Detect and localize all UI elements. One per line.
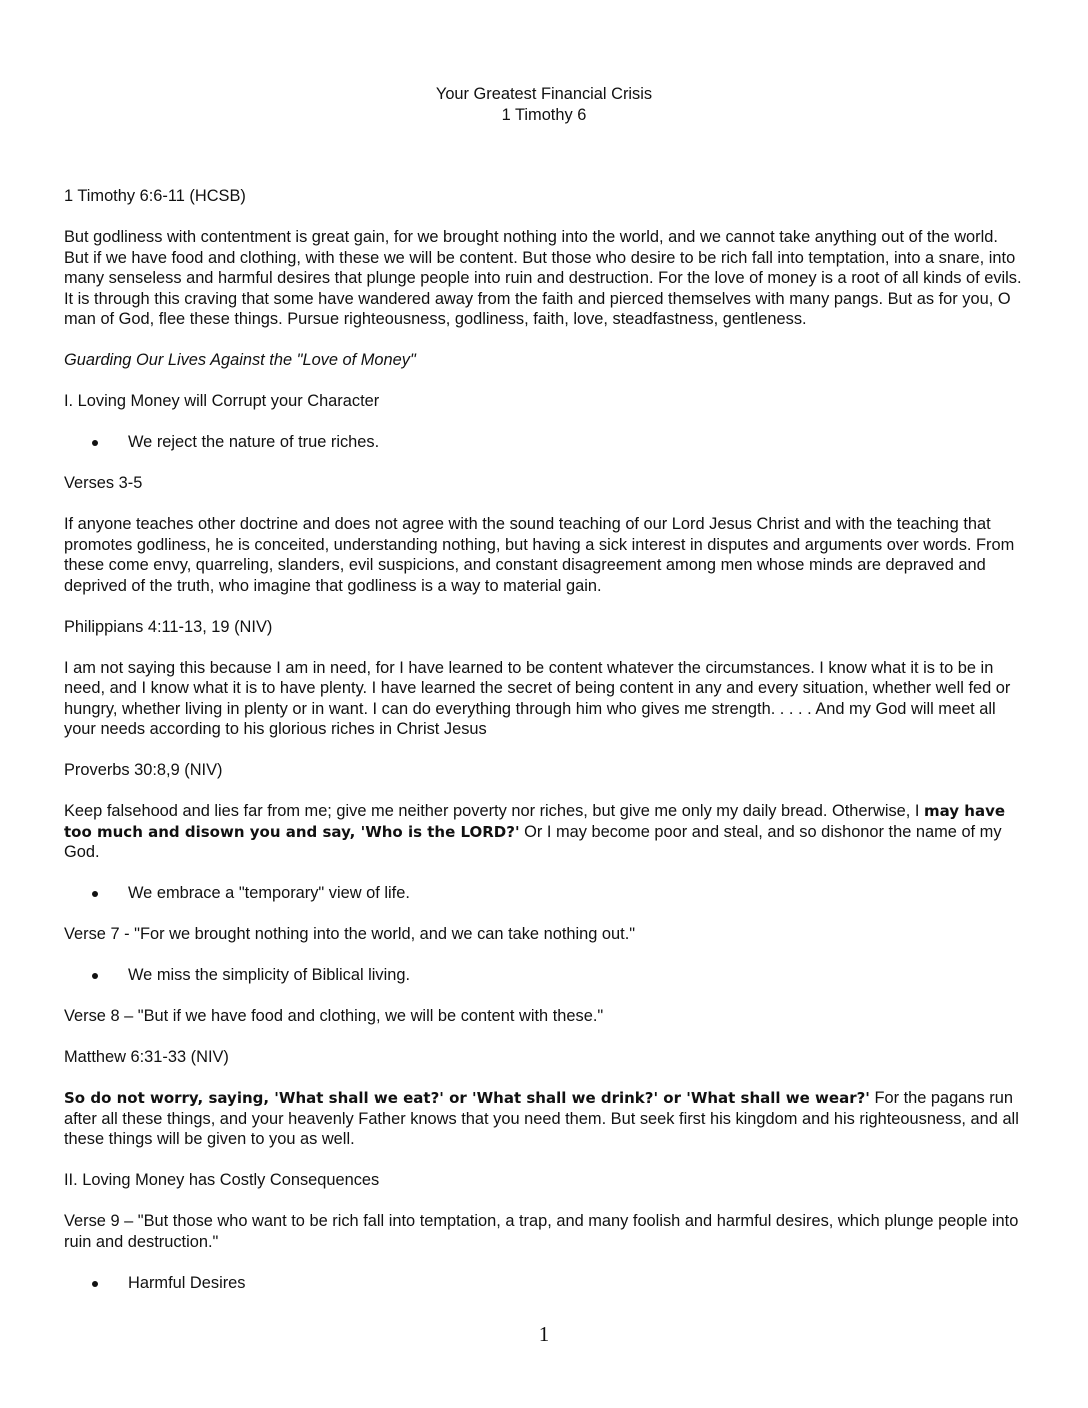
page-content xyxy=(64,84,1024,1314)
passage-bold-text: may have too much and disown you and say, 'Who is the LORD?' xyxy=(64,802,1006,841)
bullet-icon xyxy=(92,891,98,897)
scripture-passage: I am not saying this because I am in need, for I have learned to be content whatever the circumstances. I know what it is to be in need, and I know what it is to have plenty. I have learned the secret of being content in any and every situation, whether well fed or hungry, whether living in plenty or in want. I can do everything through him who gives me strength. . . . . And my God will meet all your needs according to his glorious riches in Christ Jesus xyxy=(64,658,1011,738)
document-subtitle: 1 Timothy 6 xyxy=(501,105,587,124)
scripture-passage: But godliness with contentment is great gain, for we brought nothing into the world, and we cannot take anything out of the world. But if we have food and clothing, with these we will be content. But those who desire to be rich fall into temptation, into a snare, into many senseless and harmful desires that plunge people into ruin and destruction. For the love of money is a root of all kinds of evils. It is through this craving that some have wandered away from the faith and pierced themselves with many pangs. But as for you, O man of God, flee these things. Pursue righteousness, godliness, faith, love, steadfastness, gentleness. xyxy=(64,228,1022,328)
bullet-icon xyxy=(92,440,98,446)
document-title: Your Greatest Financial Crisis xyxy=(435,85,653,103)
passage-bold-text: So do not worry, saying, 'What shall we eat?' or 'What shall we drink?' or 'What shall we wear?' xyxy=(64,1089,870,1107)
verse-quote: Verse 9 – "But those who want to be rich fall into temptation, a trap, and many foolish and harmful desires, which plunge people into ruin and destruction." xyxy=(64,1212,1019,1251)
scripture-passage: If anyone teaches other doctrine and does not agree with the sound teaching of our Lord Jesus Christ and with the teaching that promotes godliness, he is conceited, understanding nothing, but having a sick interest in disputes and arguments over words. From these come envy, quarreling, slanders, evil suspicions, and constant disagreement among men whose minds are depraved and deprived of the truth, who imagine that godliness is a way to material gain. xyxy=(64,515,1015,595)
bullet-item xyxy=(64,1273,1024,1294)
outline-heading-1: I. Loving Money will Corrupt your Character xyxy=(64,392,380,410)
bullet-icon xyxy=(92,1281,98,1287)
page-number: 1 xyxy=(538,1322,550,1346)
bullet-text: We miss the simplicity of Biblical living. xyxy=(128,966,411,984)
bullet-icon xyxy=(92,973,98,979)
scripture-reference: Philippians 4:11-13, 19 (NIV) xyxy=(64,617,273,636)
bullet-item xyxy=(64,965,1024,986)
bullet-text: Harmful Desires xyxy=(128,1273,246,1292)
passage-text: For the pagans run after all these things, and your heavenly Father knows that you need them. But seek first his kingdom and his righteousness, and all these things will be given to you as well. xyxy=(64,1089,1019,1148)
passage-text: Or I may become poor and steal, and so dishonor the name of my God. xyxy=(64,822,1002,861)
verse-quote: Verse 7 - "For we brought nothing into the world, and we can take nothing out." xyxy=(64,925,636,943)
scripture-reference: Proverbs 30:8,9 (NIV) xyxy=(64,761,223,779)
scripture-passage xyxy=(64,801,1024,863)
scripture-reference: Matthew 6:31-33 (NIV) xyxy=(64,1048,229,1066)
scripture-passage xyxy=(64,1088,1024,1150)
bullet-text: We reject the nature of true riches. xyxy=(128,433,380,451)
scripture-reference: 1 Timothy 6:6-11 (HCSB) xyxy=(64,187,246,205)
outline-heading-2: II. Loving Money has Costly Consequences xyxy=(64,1171,380,1189)
section-subtitle: Guarding Our Lives Against the "Love of Money" xyxy=(64,351,416,369)
passage-text: Keep falsehood and lies far from me; give me neither poverty nor riches, but give me only my daily bread. Otherwise, I xyxy=(64,802,925,820)
scripture-reference: Verses 3-5 xyxy=(64,474,143,492)
bullet-item xyxy=(64,883,1024,904)
bullet-item xyxy=(64,432,1024,453)
bullet-text: We embrace a "temporary" view of life. xyxy=(128,884,410,902)
verse-quote: Verse 8 – "But if we have food and clothing, we will be content with these." xyxy=(64,1007,604,1025)
